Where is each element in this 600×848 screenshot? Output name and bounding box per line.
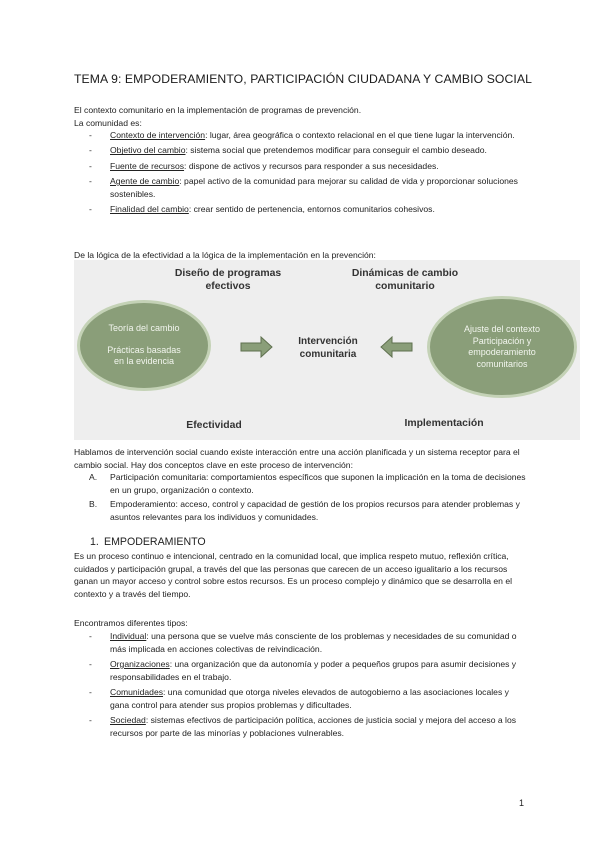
left-ellipse (77, 300, 211, 391)
item-text: : papel activo de la comunidad para mejorar su calidad de vida y proporcionar soluciones sostenibles. (110, 176, 518, 199)
item-term: Organizaciones (110, 658, 170, 669)
types-list (74, 630, 530, 742)
list-item: - Comunidades: una comunidad que otorga niveles elevados de autogobierno a las asociaciones locales y gana control para atender sus propios problemas y dificultades. (89, 686, 509, 710)
diagram-top-left-label: Diseño de programas efectivos (174, 268, 282, 292)
item-term: Fuente de recursos (110, 160, 185, 171)
item-term: Comunidades (110, 686, 164, 697)
item-term: Contexto de intervención (110, 130, 206, 140)
theory-label: Teoría del cambio (108, 323, 180, 334)
item-text: : lugar, área geográfica o contexto relacional en el que tiene lugar la intervención. (205, 130, 515, 140)
right-arrow-icon (239, 336, 273, 358)
list-item: - Organizaciones: una organización que da autonomía y poder a pequeños grupos para asumir decisiones y responsabilidades en el trabajo. (89, 658, 517, 682)
item-text: Participación comunitaria: comportamientos específicos que suponen la implicación en la toma de decisiones en un grupo, organización o contexto. (110, 472, 526, 495)
community-list (74, 129, 530, 219)
key-concepts-list (74, 471, 530, 525)
item-term: Sociedad (110, 714, 146, 725)
list-item: - Sociedad: sistemas efectivos de participación política, acciones de justicia social y mejora del acceso a los recursos por parte de las minorías y poblaciones vulnerables. (89, 714, 517, 738)
section-title: EMPODERAMIENTO (104, 536, 206, 548)
empowerment-paragraph: Es un proceso continuo e intencional, centrado en la comunidad local, que implica respeto mutuo, reflexión crítica, cuidados y participación grupal, a través del que las personas que carecen de un acceso igualitario a los recursos ganan un mayor acceso y control sobre estos recursos. Es un proceso complejo y dinámico que se desarrolla en el contexto y a través del tiempo. (74, 551, 513, 599)
item-text: : una organización que da autonomía y poder a pequeños grupos para asumir decisiones y responsabilidades en el trabajo. (110, 658, 517, 682)
intervention-label: Intervención comunitaria (298, 336, 358, 360)
evidence-label: Prácticas basadas en la evidencia (107, 344, 181, 367)
social-intervention-paragraph: Hablamos de intervención social cuando existe interacción entre una acción planificada y un sistema receptor para el cambio social. Hay dos conceptos clave en este proceso de intervención: (74, 447, 520, 470)
document-title: TEMA 9: EMPODERAMIENTO, PARTICIPACIÓN CIUDADANA Y CAMBIO SOCIAL (74, 72, 533, 86)
intro-line: El contexto comunitario en la implementación de programas de prevención. (74, 105, 362, 115)
item-term: Objetivo del cambio (110, 145, 186, 156)
left-arrow-icon (380, 336, 414, 358)
list-item (74, 471, 530, 496)
types-intro: Encontramos diferentes tipos: (74, 618, 188, 628)
list-item: - Finalidad del cambio: crear sentido de pertenencia, entornos comunitarios cohesivos. (89, 204, 435, 215)
participation-label: Participación y empoderamiento comunitarios (468, 335, 536, 369)
logic-line: De la lógica de la efectividad a la lógica de la implementación en la prevención: (74, 250, 376, 260)
item-marker: B. (89, 499, 98, 510)
section-number: 1. (90, 536, 99, 548)
item-marker: A. (89, 472, 98, 482)
diagram (74, 260, 580, 440)
item-text: : una persona que se vuelve más consciente de los problemas y necesidades de su comunidad o más implicada en acciones colectivas de reivindicación. (110, 631, 517, 654)
list-item: - Individual: una persona que se vuelve más consciente de los problemas y necesidades de su comunidad o más implicada en acciones colectivas de reivindicación. (89, 631, 517, 654)
section-heading (74, 536, 206, 548)
item-text: : sistemas efectivos de participación política, acciones de justicia social y mejora del acceso a los recursos por parte de las minorías y poblaciones vulnerables. (110, 714, 517, 738)
list-item: - Contexto de intervención: lugar, área geográfica o contexto relacional en el que tiene lugar la intervención. (89, 130, 515, 140)
item-term: Agente de cambio (110, 176, 180, 187)
item-text: : dispone de activos y recursos para responder a sus necesidades. (184, 160, 439, 171)
page-number: 1 (519, 798, 525, 808)
item-text: : crear sentido de pertenencia, entornos comunitarios cohesivos. (188, 204, 435, 215)
list-item: - Fuente de recursos: dispone de activos y recursos para responder a sus necesidades. (89, 160, 439, 171)
item-term: Finalidad del cambio (110, 204, 189, 215)
implementation-label: Implementación (404, 418, 484, 429)
effectiveness-label: Efectividad (186, 420, 242, 431)
context-label: Ajuste del contexto (463, 324, 541, 334)
list-item (74, 498, 530, 523)
item-text: : una comunidad que otorga niveles elevados de autogobierno a las asociaciones locales y gana control para atender sus propios problemas y dificultades. (110, 686, 509, 710)
item-term: Individual (110, 631, 147, 641)
community-lead: La comunidad es: (74, 118, 142, 128)
right-ellipse (427, 296, 577, 398)
item-text: : sistema social que pretendemos modificar para conseguir el cambio deseado. (185, 145, 487, 156)
diagram-top-right-label: Dinámicas de cambio comunitario (351, 268, 459, 292)
list-item: - Agente de cambio: papel activo de la comunidad para mejorar su calidad de vida y proporcionar soluciones sostenibles. (89, 176, 518, 199)
item-text: Empoderamiento: acceso, control y capacidad de gestión de los propios recursos para atender problemas y asuntos relevantes para los individuos y comunidades. (110, 499, 520, 522)
list-item: - Objetivo del cambio: sistema social que pretendemos modificar para conseguir el cambio deseado. (89, 145, 487, 156)
